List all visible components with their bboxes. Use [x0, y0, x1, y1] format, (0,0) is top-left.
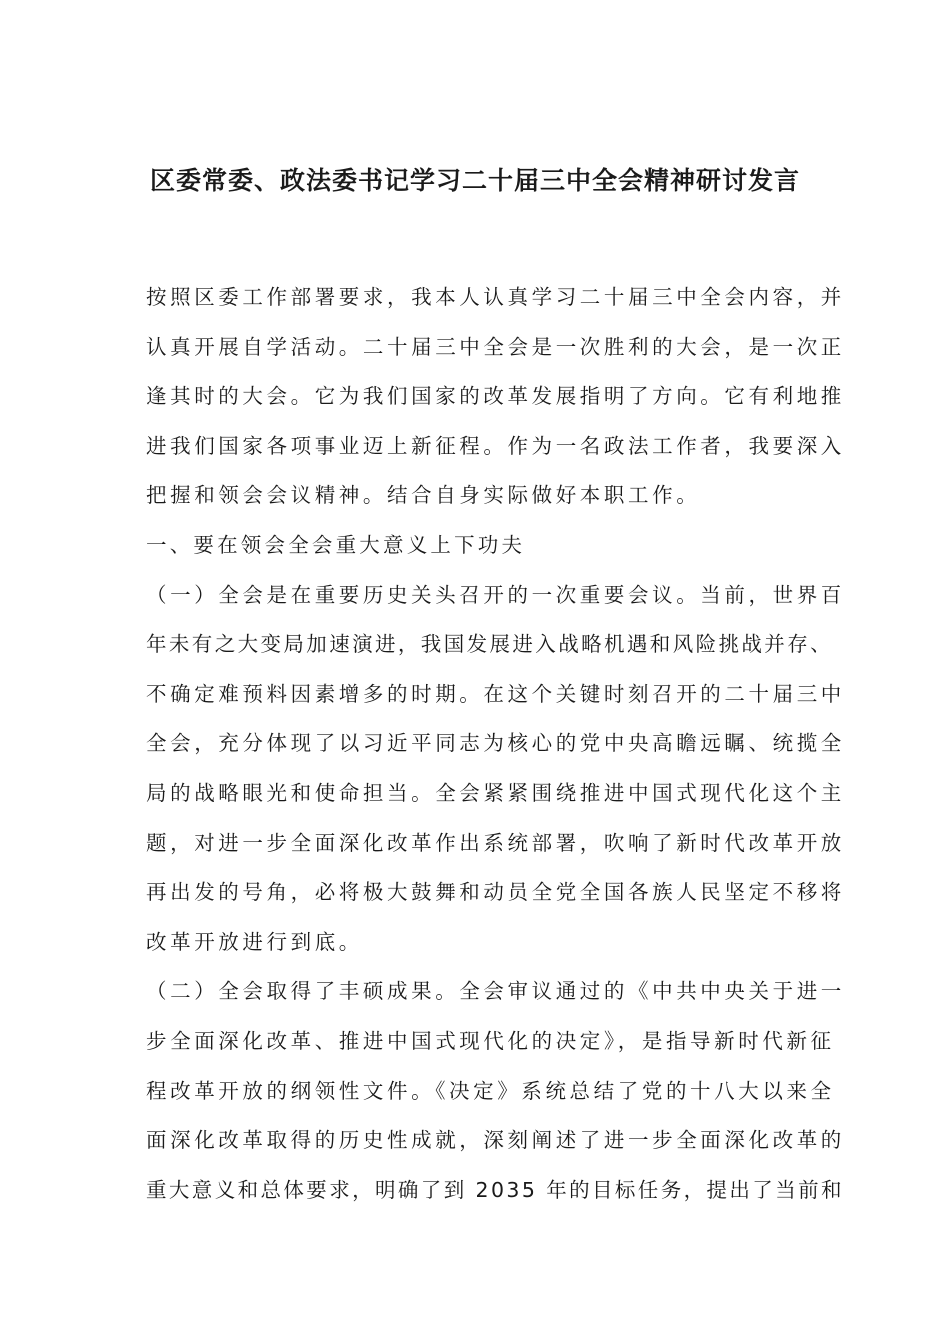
text-line: 再出发的号角，必将极大鼓舞和动员全党全国各族人民坚定不移将	[146, 880, 845, 905]
text-line: 年未有之大变局加速演进，我国发展进入战略机遇和风险挑战并存、	[146, 632, 833, 657]
text-line: 重大意义和总体要求，明确了到 2035 年的目标任务，提出了当前和	[146, 1177, 844, 1202]
text-line: 步全面深化改革、推进中国式现代化的决定》，是指导新时代新征	[146, 1028, 835, 1053]
text-line: 认真开展自学活动。二十届三中全会是一次胜利的大会，是一次正	[146, 334, 845, 359]
text-line: （二）全会取得了丰硕成果。全会审议通过的《中共中央关于进一	[146, 979, 845, 1004]
text-line: 程改革开放的纲领性文件。《决定》系统总结了党的十八大以来全	[146, 1078, 835, 1103]
text-line: 改革开放进行到底。	[146, 929, 363, 954]
document-body	[146, 277, 845, 1219]
text-line: 题，对进一步全面深化改革作出系统部署，吹响了新时代改革开放	[146, 830, 845, 855]
text-line: （一）全会是在重要历史关头召开的一次重要会议。当前，世界百	[146, 582, 845, 607]
text-line: 面深化改革取得的历史性成就，深刻阐述了进一步全面深化改革的	[146, 1128, 845, 1153]
section-heading: 一、要在领会全会重大意义上下功夫	[146, 532, 526, 557]
text-line: 不确定难预料因素增多的时期。在这个关键时刻召开的二十届三中	[146, 681, 845, 706]
text-line: 进我们国家各项事业迈上新征程。作为一名政法工作者，我要深入	[146, 433, 845, 458]
document-title: 区委常委、政法委书记学习二十届三中全会精神研讨发言	[149, 166, 800, 195]
text-line: 把握和领会会议精神。结合自身实际做好本职工作。	[146, 483, 701, 508]
text-line: 局的战略眼光和使命担当。全会紧紧围绕推进中国式现代化这个主	[146, 780, 845, 805]
text-line: 按照区委工作部署要求，我本人认真学习二十届三中全会内容，并	[146, 285, 845, 309]
text-line: 逢其时的大会。它为我们国家的改革发展指明了方向。它有利地推	[146, 384, 845, 409]
text-line: 全会，充分体现了以习近平同志为核心的党中央高瞻远瞩、统揽全	[146, 731, 845, 756]
